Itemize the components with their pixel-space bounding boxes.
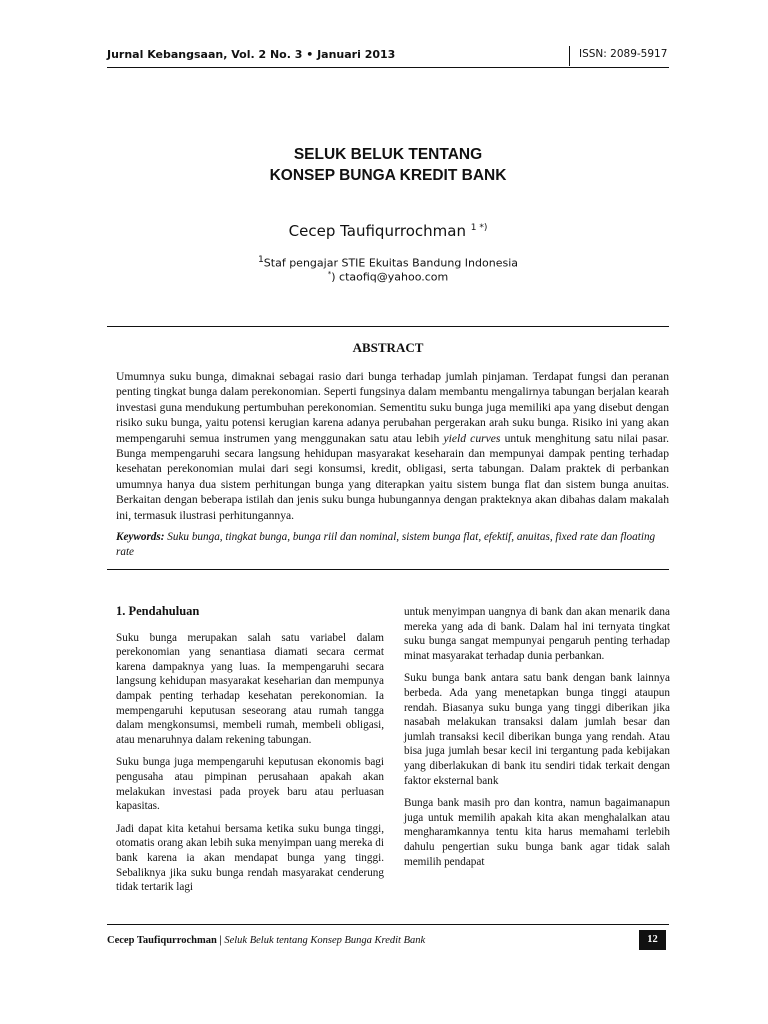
paragraph: untuk menyimpan uangnya di bank dan akan menarik dana mereka yang ada di bank. Dalam hal ini ternyata tingkat suku bunga sangat mempunyai pengaruh penting terhadap minat masyarakat terhadap dunia perbankan. <box>404 606 670 662</box>
section-heading: 1. Pendahuluan <box>116 604 200 618</box>
footer-separator: | <box>216 935 225 946</box>
keywords <box>116 530 669 560</box>
abstract-body <box>116 369 669 523</box>
running-header <box>107 46 669 66</box>
email-line <box>107 270 669 284</box>
paragraph: Suku bunga merupakan salah satu variabel dalam perekonomian yang senantiasa diamati secara cermat karena dampaknya yang luas. Ia mempengaruhi secara langsung kehidupan masyarakat keseharian dan mempunya dampak penting terhadap kesehatan perekonomian. Ia mempengaruhi keputusan seseorang atau rumah tangga dalam mengkonsumsi, membeli rumah, membeli obligasi, atau menaruhnya dalam rekening tabungan. <box>116 631 384 746</box>
abstract-text-1: Umumnya suku bunga, dimaknai sebagai rasio dari bunga terhadap jumlah pinjaman. Terdapat fungsi dan peranan penting tingkat bunga dalam perekonomian. Seperti fungsinya dalam membantu mengalirnya tabungan berjalan kearah investasi guna mendukung pertumbuhan perekonomian. Sementitu suku bunga juga memiliki apa yang disebut dengan risiko suku bunga, yaitu potensi kerugian karena adanya perubahan pergerakan arah suku bunga. Risiko ini yang akan mempengaruhi semua instrumen yang menggunakan satu atau lebih <box>116 370 669 445</box>
paragraph: Bunga bank masih pro dan kontra, namun bagaimanapun juga untuk memilih apakah kita akan menghalalkan atau mengharamkannya tentu kita harus memahami terlebih dahulu pengertian suku bunga bank agar tidak salah memilih pendapat <box>404 797 670 868</box>
footer-title: Seluk Beluk tentang Konsep Bunga Kredit Bank <box>224 935 426 946</box>
left-column <box>116 604 384 903</box>
abstract-heading: ABSTRACT <box>352 340 424 355</box>
paper-title-line2: KONSEP BUNGA KREDIT BANK <box>269 167 507 184</box>
email-sup: * <box>327 270 332 278</box>
abstract-italic: yield curves <box>443 431 501 445</box>
footer-rule <box>107 924 669 925</box>
right-column <box>404 605 670 877</box>
running-footer <box>107 935 425 946</box>
header-rule <box>107 67 669 68</box>
author-sup: 1 *) <box>470 223 488 233</box>
affiliation-line <box>107 254 669 270</box>
page-number: 12 <box>639 930 666 950</box>
footer-author: Cecep Taufiqurrochman <box>107 935 217 946</box>
email: ) ctaofiq@yahoo.com <box>331 270 449 284</box>
affil-sup: 1 <box>257 254 264 265</box>
header-divider <box>569 46 570 66</box>
paragraph: Jadi dapat kita ketahui bersama ketika suku bunga tinggi, otomatis orang akan lebih suka menyimpan uang mereka di bank karena ia akan mendapat bunga yang tinggi. Sebaliknya jika suku bunga rendah masyarakat cenderung tidak tertarik lagi <box>116 822 384 894</box>
abstract-bottom-rule <box>107 569 669 570</box>
abstract-top-rule <box>107 326 669 327</box>
abstract-text-2: untuk menghitung satu nilai pasar. Bunga mempengaruhi secara langsung hehidupan masyarakat keseharain dan mempunyai dampak penting terhadap kesehatan perekonomian mulai dari segi konsumsi, kredit, obligasi, serta tabungan. Dalam praktek di perbankan umumnya hanya dua sistem perhitungan bunga yang diterapkan yaitu sistem bunga flat dan sistem bunga anuitas. Berkaitan dengan beberapa istilah dan jenis suku bunga hubungannya dengan prakteknya akan dibahas dalam makalah ini, termasuk ilustrasi perhitungannya. <box>116 431 670 522</box>
affiliation: Staf pengajar STIE Ekuitas Bandung Indonesia <box>263 256 519 270</box>
author-name: Cecep Taufiqurrochman <box>288 222 466 240</box>
paragraph: Suku bunga juga mempengaruhi keputusan ekonomis bagi pengusaha atau pimpinan perusahaan apakah akan melakukan investasi pada proyek baru atau perluasan kapasitas. <box>116 756 384 813</box>
author-line <box>107 222 669 240</box>
journal-info: Jurnal Kebangsaan, Vol. 2 No. 3 • Januari 2013 <box>107 48 396 61</box>
paragraph: Suku bunga bank antara satu bank dengan bank lainnya berbeda. Ada yang menetapkan bunga tinggi ataupun rendah. Biasanya suku bunga yang tinggi diberikan jika nasabah melakukan transaksi dalam jumlah besar dan jumlah transaksi kecil diberikan bunga yang rendah. Atau bisa juga jumlah besar kecil ini tergantung pada kebijakan yang diberlakukan di bank itu sendiri tidak terkait dengan faktor eksternal bank <box>404 672 670 787</box>
keywords-text: Suku bunga, tingkat bunga, bunga riil dan nominal, sistem bunga flat, efektif, anuitas, fixed rate dan floating rate <box>116 531 656 559</box>
paper-title-line1: SELUK BELUK TENTANG <box>293 146 483 163</box>
issn: ISSN: 2089-5917 <box>579 48 668 60</box>
keywords-label: Keywords: <box>116 531 165 543</box>
